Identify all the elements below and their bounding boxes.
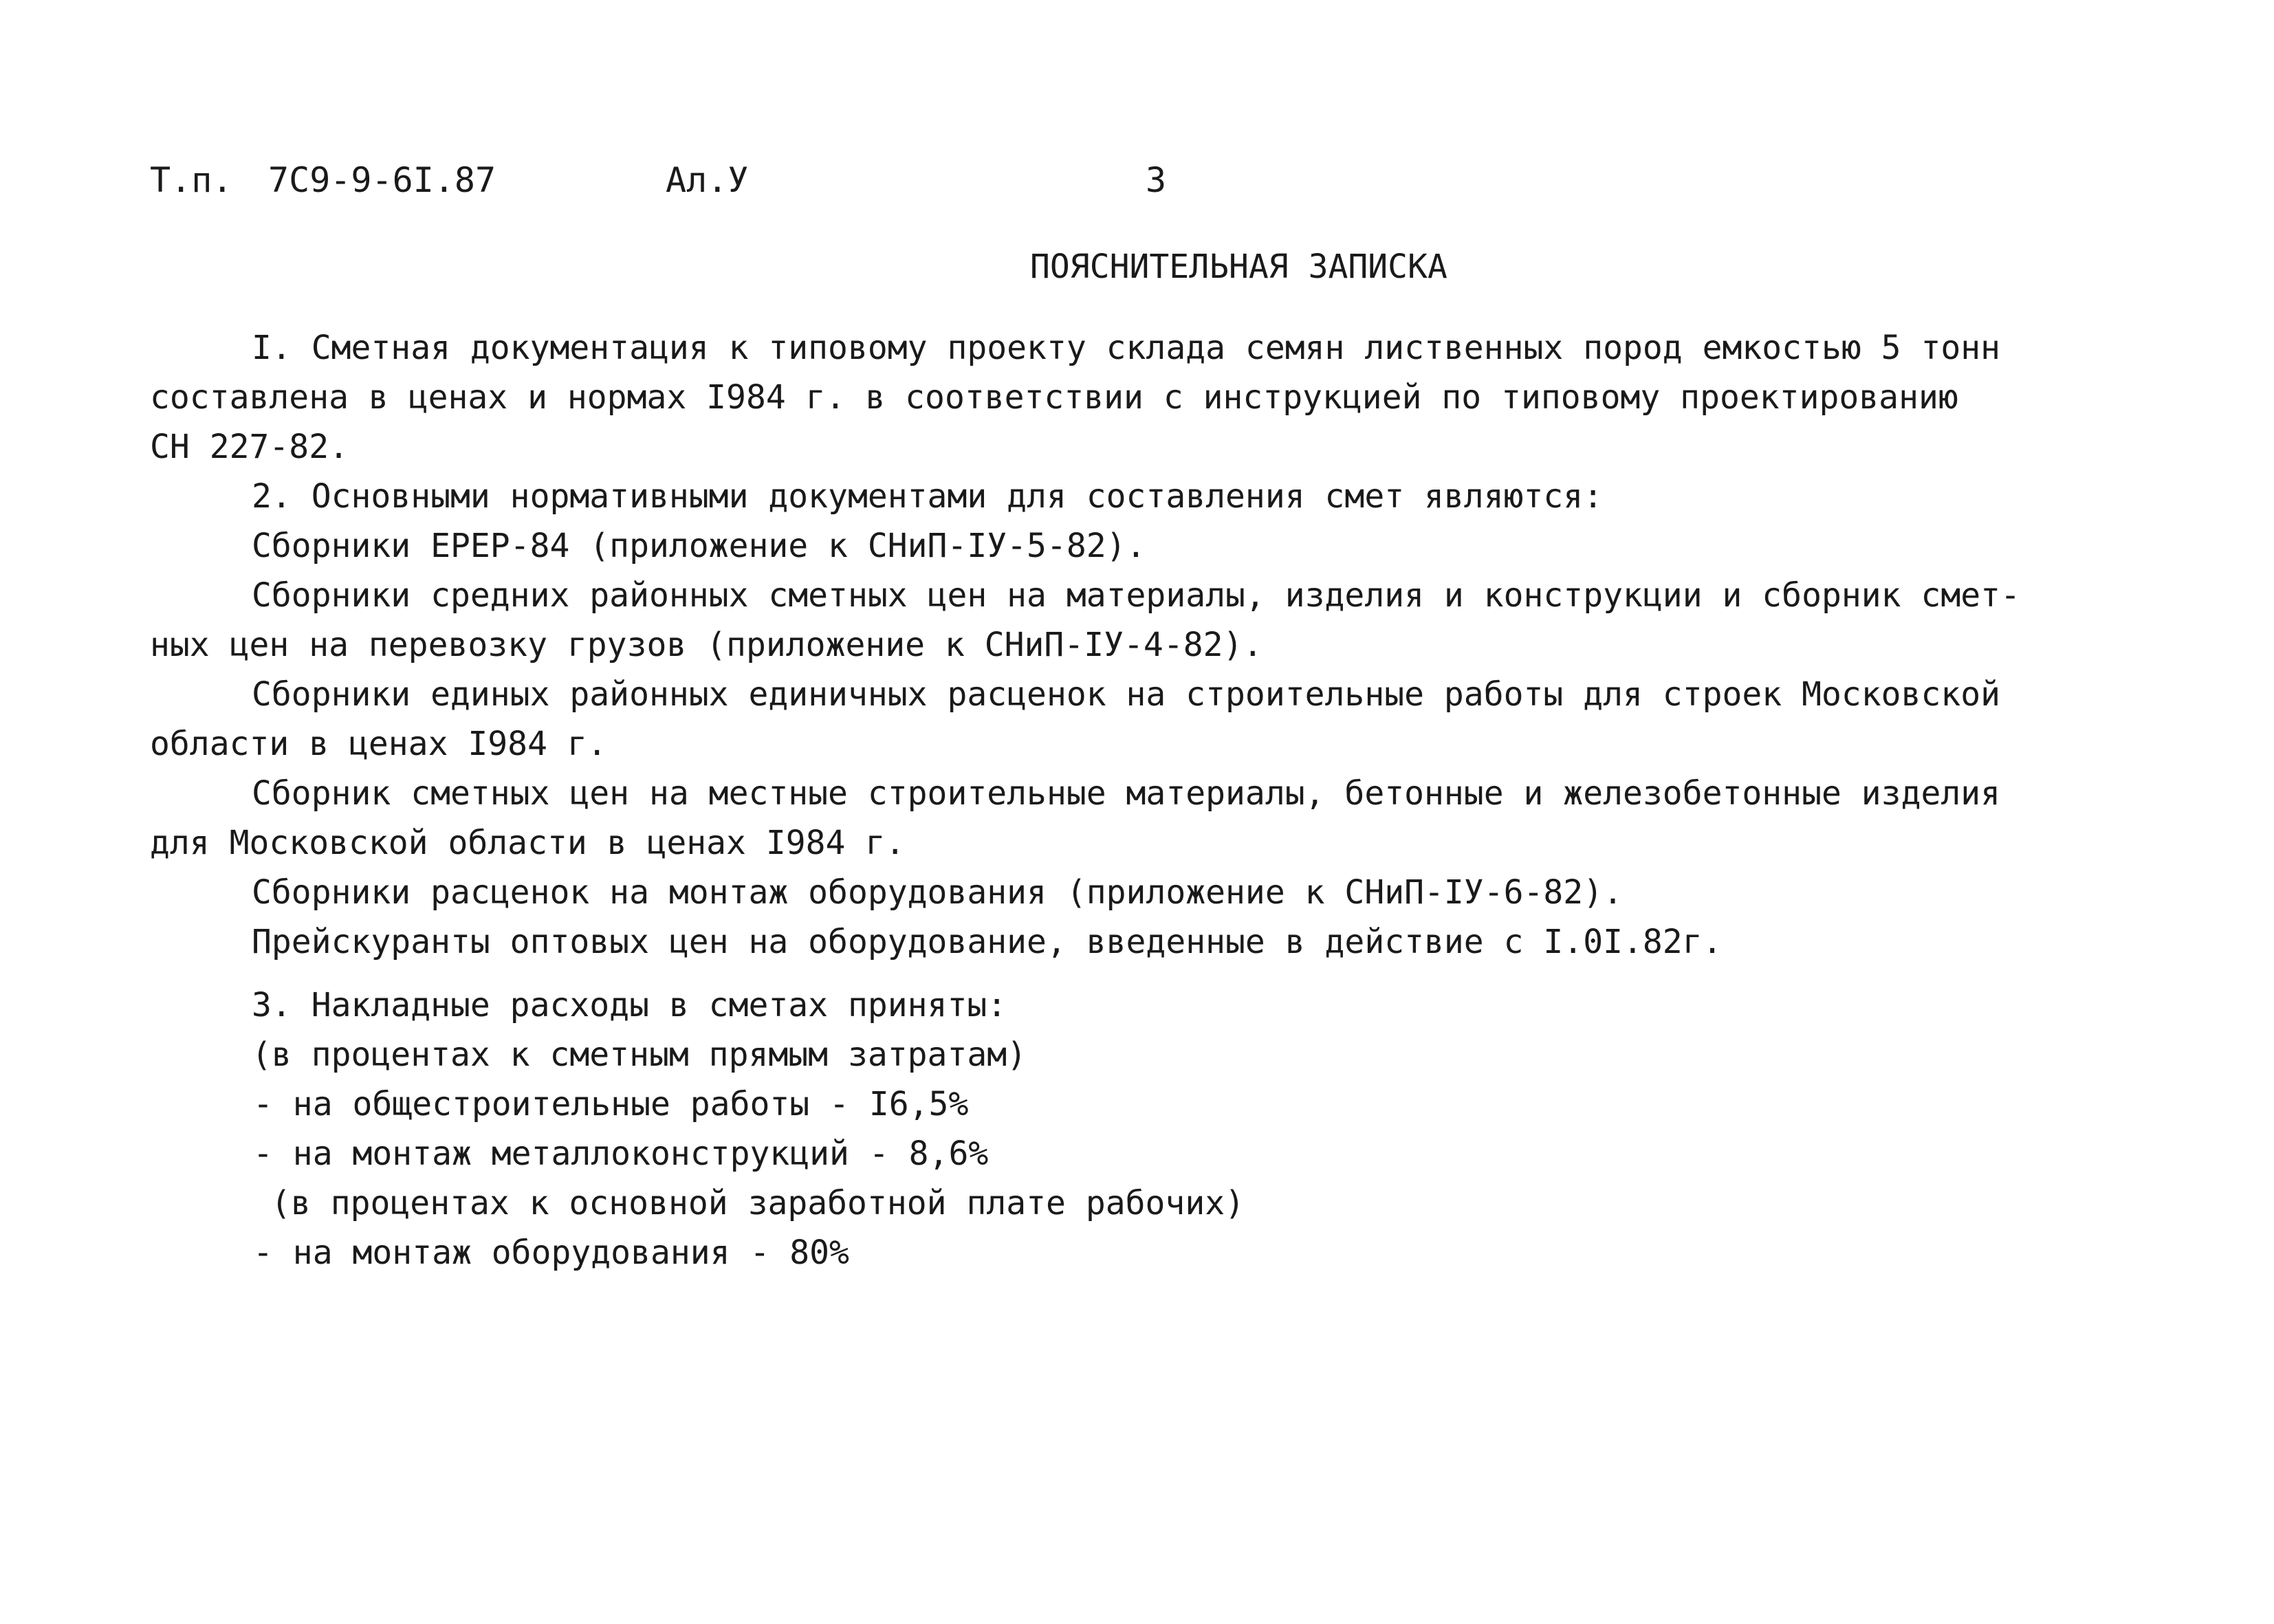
text-line: (в процентах к основной заработной плате рабочих) (271, 1184, 1245, 1222)
text-line: СН 227-82. (150, 428, 349, 466)
list-item: - на монтаж оборудования - 80% (253, 1233, 849, 1272)
text-line: Сборники единых районных единичных расценок на строительные работы для строек Московской (252, 675, 2001, 714)
list-item: - на монтаж металлоконструкций - 8,6% (253, 1134, 989, 1173)
page-number: 3 (1146, 160, 1167, 200)
text-line: I. Сметная документация к типовому проекту склада семян лиственных пород емкостью 5 тонн (252, 329, 2001, 367)
text-line: Сборники ЕРЕР-84 (приложение к СНиП-IУ-5-82). (252, 527, 1146, 565)
header-project-code: 7С9-9-6I.87 (268, 160, 496, 200)
text-line: Сборник сметных цен на местные строительные материалы, бетонные и железобетонные изделия (252, 774, 2001, 813)
text-line: для Московской области в ценах I984 г. (150, 824, 906, 862)
text-line: Сборники расценок на монтаж оборудования (приложение к СНиП-IУ-6-82). (252, 873, 1623, 912)
text-line: ных цен на перевозку грузов (приложение к СНиП-IУ-4-82). (150, 626, 1263, 664)
text-line: 3. Накладные расходы в сметах приняты: (252, 986, 1007, 1024)
text-line: (в процентах к сметным прямым затратам) (252, 1035, 1027, 1074)
text-line: Сборники средних районных сметных цен на материалы, изделия и конструкции и сборник смет- (252, 576, 2020, 615)
text-line: Прейскуранты оптовых цен на оборудование, введенные в действие с I.0I.82г. (252, 923, 1723, 961)
document-body (150, 323, 2117, 1277)
page-title: ПОЯСНИТЕЛЬНАЯ ЗАПИСКА (1030, 248, 1447, 286)
header-prefix: Т.п. (150, 160, 233, 200)
text-line: области в ценах I984 г. (150, 725, 607, 763)
list-item: - на общестроительные работы - I6,5% (253, 1085, 969, 1123)
text-line: составлена в ценах и нормах I984 г. в соответствии с инструкцией по типовому проектированию (150, 378, 1958, 417)
text-line: 2. Основными нормативными документами для составления смет являются: (252, 477, 1604, 516)
header-album: Ал.У (666, 160, 749, 200)
